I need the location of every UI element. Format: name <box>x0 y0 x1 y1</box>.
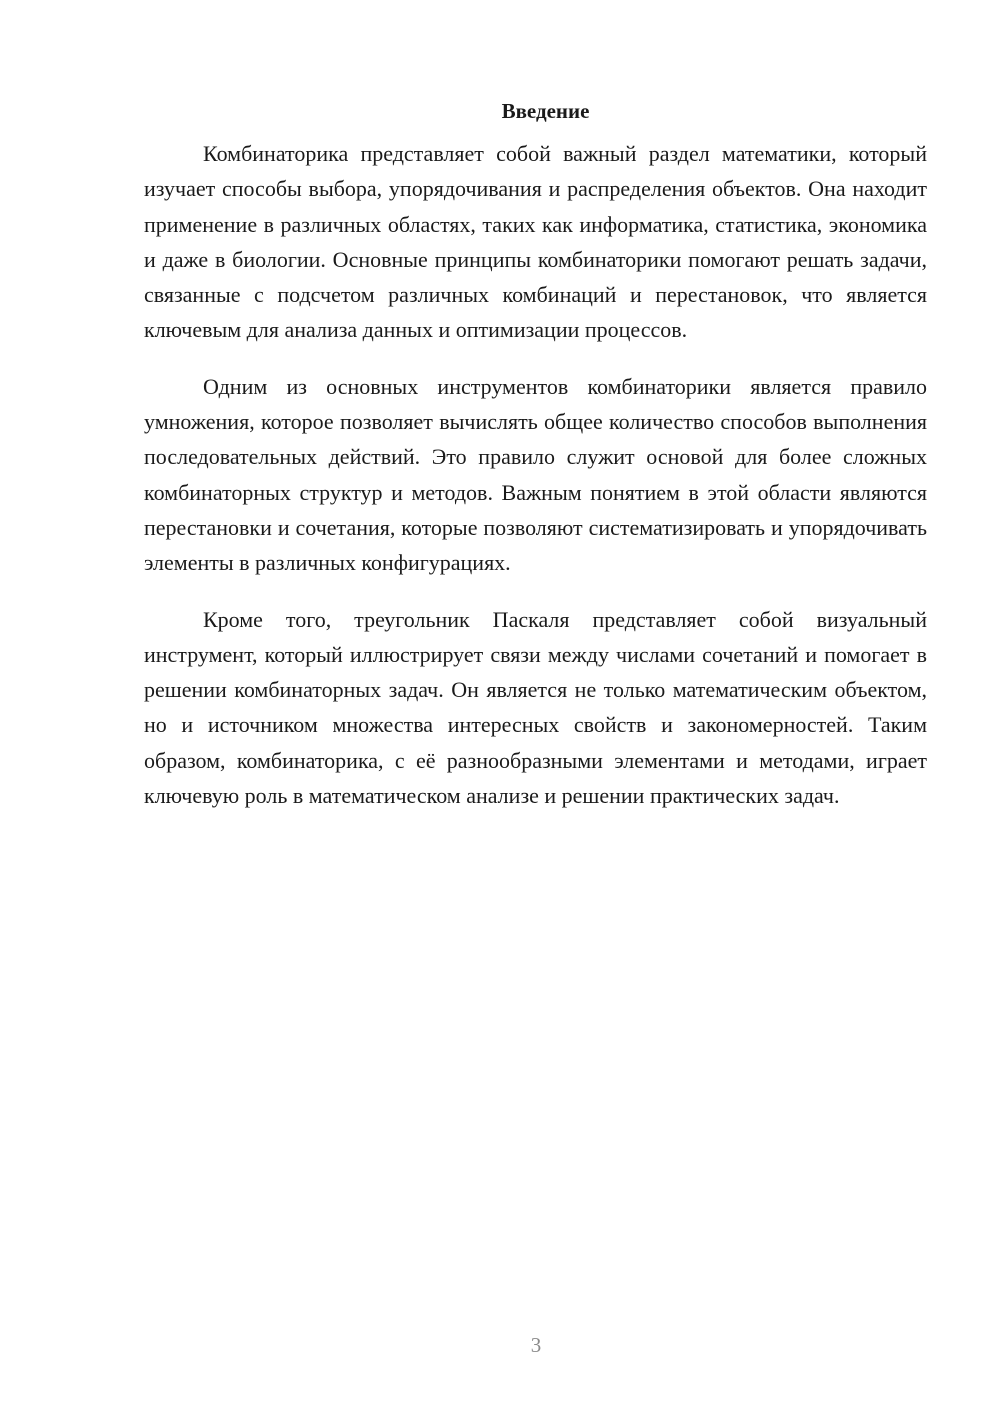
paragraph-2: Одним из основных инструментов комбинаторики является правило умножения, которое позволяет вычислять общее количество способов выполнения последовательных действий. Это правило служит основой для более сложных комбинаторных структур и методов. Важным понятием в этой области являются перестановки и сочетания, которые позволяют систематизировать и упорядочивать элементы в различных конфигурациях. <box>144 373 927 576</box>
page-number: 3 <box>530 1333 542 1357</box>
page-content <box>144 96 927 834</box>
paragraph-1: Комбинаторика представляет собой важный раздел математики, который изучает способы выбора, упорядочивания и распределения объектов. Она находит применение в различных областях, таких как информатика, статистика, экономика и даже в биологии. Основные принципы комбинаторики помогают решать задачи, связанные с подсчетом различных комбинаций и перестановок, что является ключевым для анализа данных и оптимизации процессов. <box>144 141 927 343</box>
paragraph-3: Кроме того, треугольник Паскаля представляет собой визуальный инструмент, который иллюстрирует связи между числами сочетаний и помогает в решении комбинаторных задач. Он является не только математическим объектом, но и источником множества интересных свойств и закономерностей. Таким образом, комбинаторика, с её разнообразными элементами и методами, играет ключевую роль в математическом анализе и решении практических задач. <box>144 606 927 809</box>
section-heading: Введение <box>501 99 590 123</box>
